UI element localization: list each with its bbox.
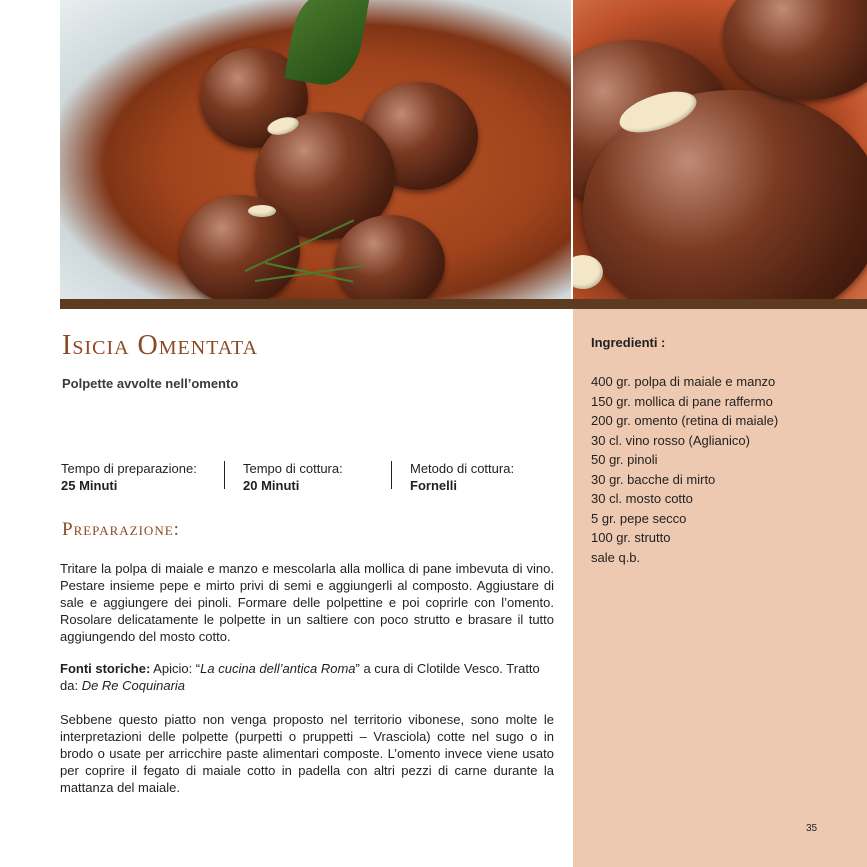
meatball-image: [335, 215, 445, 299]
ingredients-list: [591, 372, 778, 567]
preparation-heading: Preparazione:: [62, 519, 180, 540]
page-number: 35: [806, 823, 818, 834]
dish-photo-detail: [573, 0, 867, 299]
meta-separator: [224, 461, 225, 489]
cook-method-value: Fornelli: [410, 478, 457, 493]
recipe-subtitle: Polpette avvolte nell’omento: [62, 376, 239, 391]
preparation-text: Tritare la polpa di maiale e manzo e mescolarla alla mollica di pane imbevuta di vino. Pestare insieme pepe e mirto privi di semi e aggiungerli al composto. Aggiustare di sale e aggiungere dei pinoli. Formare delle polpettine e poi coprirle con l’omento. Rosolare delicatamente le polpette in un saltiere con poco strutto e brasare il tutto aggiungendo del mosto cotto.: [60, 561, 554, 644]
cook-method-label: Metodo di cottura:: [410, 461, 515, 476]
sources-book-title: La cucina dell’antica Roma: [200, 661, 356, 676]
prep-time-value: 25 Minuti: [61, 478, 118, 493]
prep-time: [61, 460, 197, 494]
ingredient-item: 30 cl. vino rosso (Aglianico): [591, 432, 750, 448]
cook-time-label: Tempo di cottura:: [243, 461, 343, 476]
ingredient-item: 150 gr. mollica di pane raffermo: [591, 393, 773, 409]
prep-time-label: Tempo di preparazione:: [61, 461, 197, 476]
meta-separator: [391, 461, 392, 489]
ingredients-heading: Ingredienti :: [591, 335, 666, 350]
header-divider-bar: [60, 299, 867, 309]
recipe-title: Isicia Omentata: [62, 330, 259, 361]
ingredient-item: 400 gr. polpa di maiale e manzo: [591, 374, 776, 389]
sources-origin: De Re Coquinaria: [81, 678, 186, 693]
cook-time: [243, 460, 343, 494]
ingredient-item: 50 gr. pinoli: [591, 452, 658, 467]
sources-editor: ” a cura di Clotilde Vesco. Tratto da:: [60, 661, 540, 693]
dish-photo-main: [60, 0, 571, 299]
ingredient-item: 30 cl. mosto cotto: [591, 491, 693, 506]
sources-label: Fonti storiche:: [60, 661, 151, 676]
ingredient-item: 5 gr. pepe secco: [591, 510, 687, 526]
cook-time-value: 20 Minuti: [243, 478, 300, 493]
ingredient-item: sale q.b.: [591, 549, 641, 565]
sources-author: Apicio: “: [150, 661, 201, 676]
pine-nut-image: [248, 205, 276, 217]
historical-sources: [60, 660, 554, 694]
bay-leaf-image: [284, 0, 369, 90]
meatball-closeup-image: [723, 0, 867, 100]
ingredient-item: 30 gr. bacche di mirto: [591, 471, 716, 487]
regional-note: Sebbene questo piatto non venga proposto nel territorio vibonese, sono molte le interpretazioni delle polpette (purpetti o pruppetti – Vrasciola) cotte nel sugo o in brodo o usate per arricchire paste alimentari composte. L’omento invece viene usato per coprire il fegato di maiale cotto in padella con altri pezzi di carne durante la mattanza del maiale.: [60, 712, 554, 795]
meatball-image: [180, 195, 300, 299]
ingredient-item: 200 gr. omento (retina di maiale): [591, 413, 779, 428]
ingredient-item: 100 gr. strutto: [591, 530, 671, 545]
cook-method: [410, 460, 514, 494]
